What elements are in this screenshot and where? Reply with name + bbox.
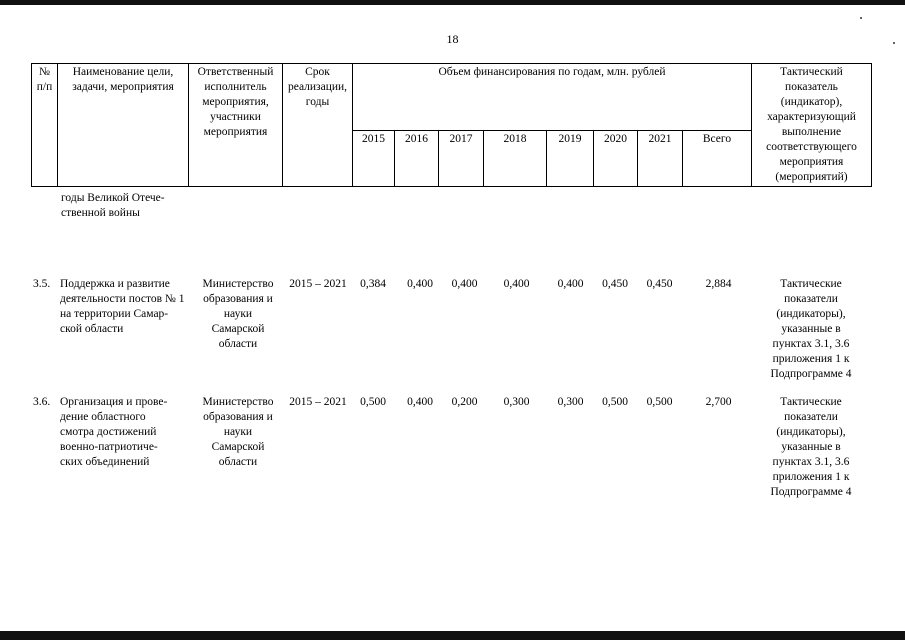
value-2015: 0,384 bbox=[360, 278, 386, 290]
header-year-2016: 2016 bbox=[395, 130, 439, 186]
row-indicator: Тактические показатели (индикаторы), указанные в пунктах 3.1, 3.6 приложения 1 к Подпрограмме 4 bbox=[770, 396, 852, 498]
header-year-2017: 2017 bbox=[439, 130, 484, 186]
header-number: № п/п bbox=[32, 64, 58, 187]
row-number: 3.6. bbox=[33, 396, 51, 408]
scan-speck bbox=[860, 17, 862, 19]
row-name: Организация и прове- дение областного смотра достижений военно-патриотиче- ских объединений bbox=[60, 396, 168, 468]
value-2016: 0,400 bbox=[407, 278, 433, 290]
value-2016: 0,400 bbox=[407, 396, 433, 408]
value-total: 2,884 bbox=[705, 278, 732, 290]
row-responsible: Министерство образования и науки Самарской области bbox=[202, 278, 274, 350]
continuation-text: годы Великой Отече- ственной войны bbox=[61, 192, 165, 219]
value-2019: 0,400 bbox=[557, 278, 584, 290]
scan-border-bottom bbox=[0, 631, 905, 640]
value-2017: 0,400 bbox=[451, 278, 478, 290]
row-responsible: Министерство образования и науки Самарской области bbox=[202, 396, 274, 468]
header-year-2021: 2021 bbox=[638, 130, 683, 186]
header-year-2018: 2018 bbox=[484, 130, 547, 186]
header-name: Наименование цели, задачи, мероприятия bbox=[58, 64, 189, 187]
header-total: Всего bbox=[683, 130, 752, 186]
header-funding: Объем финансирования по годам, млн. рублей bbox=[353, 64, 752, 131]
value-2020: 0,450 bbox=[602, 278, 628, 290]
value-total: 2,700 bbox=[705, 396, 732, 408]
row-term: 2015 – 2021 bbox=[289, 278, 347, 290]
row-name: Поддержка и развитие деятельности постов № 1 на территории Самар- ской области bbox=[60, 278, 185, 335]
header-responsible: Ответственный исполнитель мероприятия, участники мероприятия bbox=[189, 64, 283, 187]
page-number: 18 bbox=[446, 32, 459, 46]
row-indicator: Тактические показатели (индикаторы), указанные в пунктах 3.1, 3.6 приложения 1 к Подпрограмме 4 bbox=[770, 278, 852, 380]
value-2017: 0,200 bbox=[451, 396, 478, 408]
header-year-2015: 2015 bbox=[353, 130, 395, 186]
value-2018: 0,400 bbox=[503, 278, 530, 290]
header-term: Срок реализации, годы bbox=[283, 64, 353, 187]
value-2019: 0,300 bbox=[557, 396, 584, 408]
value-2018: 0,300 bbox=[503, 396, 530, 408]
value-2020: 0,500 bbox=[602, 396, 628, 408]
header-table bbox=[31, 63, 872, 187]
scan-border-top bbox=[0, 0, 905, 5]
header-indicator: Тактический показатель (индикатор), характеризующий выполнение соответствующего мероприятия (мероприятий) bbox=[752, 64, 872, 187]
header-year-2020: 2020 bbox=[594, 130, 638, 186]
header-year-2019: 2019 bbox=[547, 130, 594, 186]
value-2015: 0,500 bbox=[360, 396, 386, 408]
row-number: 3.5. bbox=[33, 278, 51, 290]
value-2021: 0,450 bbox=[646, 278, 673, 290]
row-term: 2015 – 2021 bbox=[289, 396, 347, 408]
value-2021: 0,500 bbox=[646, 396, 673, 408]
